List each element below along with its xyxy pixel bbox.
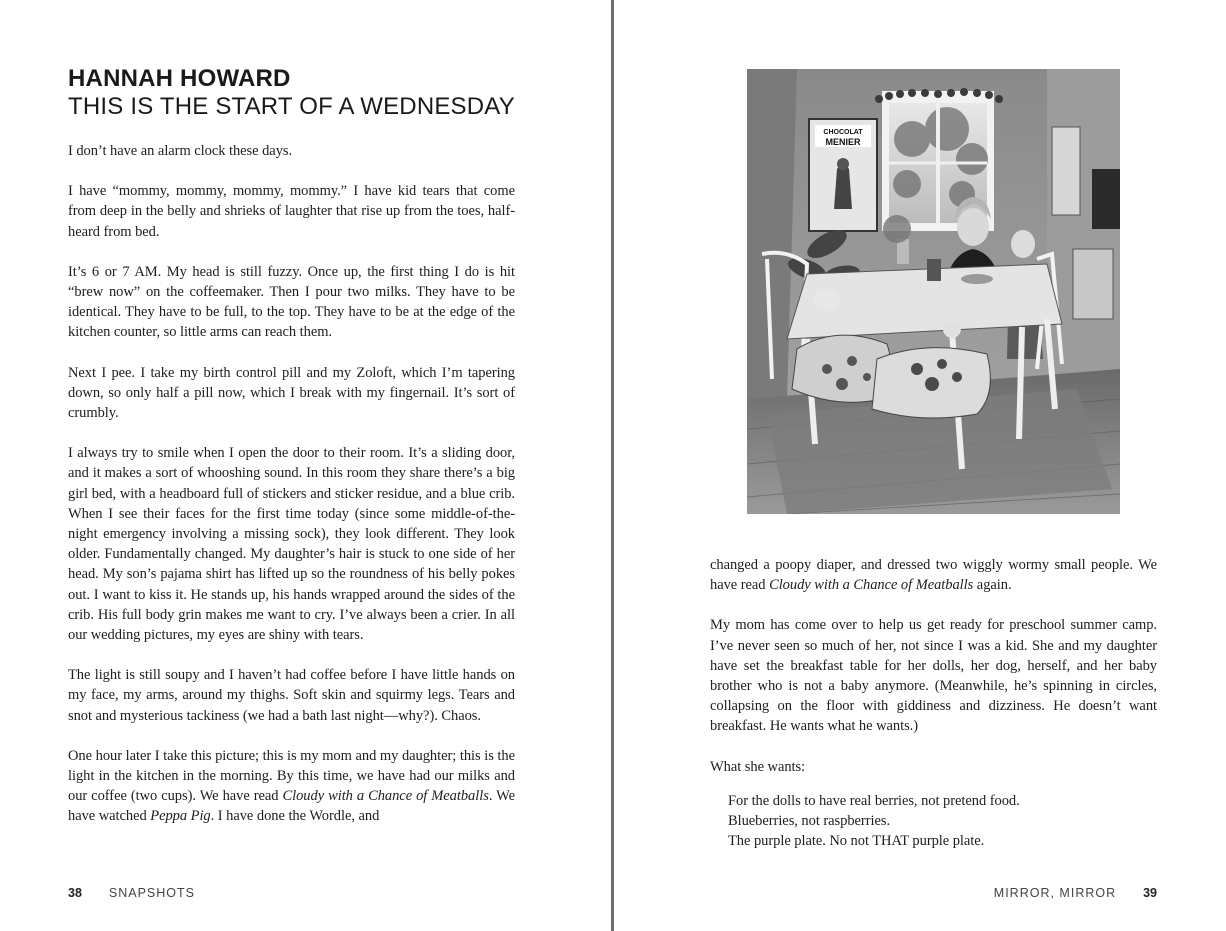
paragraph — [68, 443, 515, 645]
text-run: . We have watched — [68, 788, 515, 825]
paragraph — [710, 555, 1157, 595]
paragraph — [68, 262, 515, 343]
kitchen-photo — [747, 69, 1120, 514]
page-number-left: 38 — [68, 886, 82, 900]
text-run: again. — [973, 577, 1012, 594]
text-run: One hour later I take this picture; this is my mom and my daughter; this is the light in the kitchen in the morning. By this time, we have had our milks and our coffee (two cups). We have read — [68, 747, 515, 805]
paragraph — [68, 363, 515, 424]
author-name: HANNAH HOWARD — [68, 65, 291, 92]
svg-text:MENIER: MENIER — [825, 137, 861, 147]
page-number-right: 39 — [1143, 886, 1157, 900]
text-run: I have “mommy, mommy, mommy, mommy.” I have kid tears that come from deep in the belly and shrieks of laughter that rise up from the toes, half-heard from bed. — [68, 183, 515, 240]
text-run: . I have done the Wordle, and — [210, 808, 380, 825]
text-run: My mom has come over to help us get ready for preschool summer camp. I’ve never seen so much of her, not since I was a kid. She and my daughter have set the breakfast table for her dolls, her dog, herself, and her baby brother who is not a baby anymore. (Meanwhile, he’s spinning in circles, collapsing on the floor with giddiness and dizziness. He doesn’t want breakfast. He wants what he wants.) — [710, 617, 1157, 735]
text-run: The light is still soupy and I haven’t had coffee before I have little hands on my face, my arms, around my thighs. Soft skin and squirmy legs. Tears and snot and mysterious tackiness (we had a bath last night—why?). Chaos. — [68, 667, 515, 724]
right-page — [614, 0, 1226, 931]
paragraph — [68, 141, 515, 161]
paragraph — [710, 757, 1157, 777]
text-run: Next I pee. I take my birth control pill and my Zoloft, which I’m tapering down, so only half a pill now, which I break with my fingernail. It’s sort of crumbly. — [68, 364, 515, 422]
text-run: It’s 6 or 7 AM. My head is still fuzzy. Once up, the first thing I do is hit “brew now” on the coffeemaker. Then I pour two milks. They have to be identical. They have to be full, to the top. They have to be at the edge of the kitchen counter, so little arms can reach them. — [68, 263, 515, 341]
paragraph — [710, 615, 1157, 736]
wants-list — [728, 791, 1157, 852]
right-folio — [994, 886, 1157, 900]
italic-title: Cloudy with a Chance of Meatballs — [282, 788, 489, 805]
left-body-text — [68, 141, 515, 847]
text-run: changed a poopy diaper, and dressed two wiggly wormy small people. We have read — [710, 557, 1157, 594]
paragraph — [68, 746, 515, 827]
text-run: What she wants: — [710, 758, 806, 775]
list-item: Blueberries, not raspberries. — [728, 813, 891, 830]
list-item: For the dolls to have real berries, not pretend food. — [728, 792, 1020, 809]
essay-title: THIS IS THE START OF A WEDNESDAY — [68, 93, 515, 120]
text-run: I always try to smile when I open the door to their room. It’s a sliding door, and it makes a sort of whooshing sound. In this room they share there’s a big girl bed, with a headboard full of stickers and sticker residue, and a blue crib. When I see their faces for the first time today (since some middle-of-the-night emergency involving a missing sock), they look different. They look older. Fundamentally changed. My daughter’s hair is stuck to one side of her head. My son’s pajama shirt has lifted up so the roundness of his belly pokes out. I want to kiss it. He stands up, his hands wrapped around the sides of the crib. His full body grin makes me want to cry. I’ve always been a crier. In all our wedding pictures, my eyes are shiny with tears. — [68, 445, 515, 644]
italic-title: Cloudy with a Chance of Meatballs — [769, 577, 974, 594]
running-head-right: MIRROR, MIRROR — [993, 886, 1117, 900]
italic-title: Peppa Pig — [150, 808, 211, 825]
left-folio — [68, 886, 195, 900]
left-page — [0, 0, 612, 931]
list-item: The purple plate. No not THAT purple plate. — [728, 833, 985, 850]
paragraph — [68, 181, 515, 242]
paragraph — [68, 665, 515, 726]
text-run: I don’t have an alarm clock these days. — [68, 143, 293, 159]
svg-text:CHOCOLAT: CHOCOLAT — [823, 129, 863, 136]
running-head-left: SNAPSHOTS — [108, 886, 195, 900]
right-body-text — [710, 555, 1157, 851]
